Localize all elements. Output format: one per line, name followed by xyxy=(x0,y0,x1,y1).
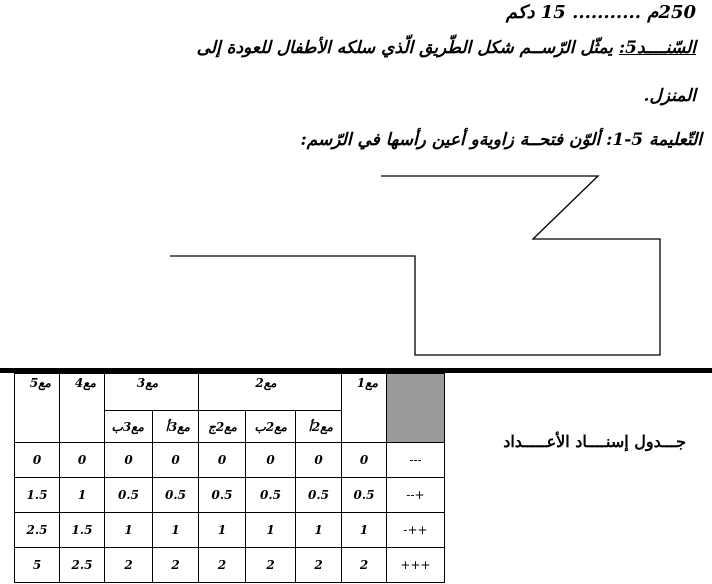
score-cell: 0 xyxy=(60,443,105,478)
score-cell: 5 xyxy=(15,548,60,583)
table-row xyxy=(15,513,445,548)
score-cell: 1 xyxy=(60,478,105,513)
score-table xyxy=(14,373,445,583)
score-cell: 2.5 xyxy=(15,513,60,548)
score-cell: 0 xyxy=(296,443,342,478)
subheader-crit2b: مع2ب xyxy=(246,411,296,443)
level-cell: --+ xyxy=(387,478,445,513)
score-cell: 0 xyxy=(15,443,60,478)
level-cell: +++ xyxy=(387,548,445,583)
sanad-line xyxy=(197,38,696,58)
header-crit1: مع1 xyxy=(342,374,387,443)
header-corner-cell xyxy=(387,374,445,443)
score-cell: 0 xyxy=(105,443,153,478)
score-cell: 0.5 xyxy=(246,478,296,513)
distance-line: 250م ........... 15 دكم xyxy=(505,2,696,23)
score-cell: 1.5 xyxy=(15,478,60,513)
score-cell: 1 xyxy=(246,513,296,548)
score-cell: 2 xyxy=(105,548,153,583)
subheader-crit2a: مع2أ xyxy=(296,411,342,443)
header-crit5: مع5 xyxy=(15,374,60,443)
score-cell: 2 xyxy=(296,548,342,583)
score-cell: 1 xyxy=(105,513,153,548)
score-cell: 0 xyxy=(342,443,387,478)
header-crit3: مع3 xyxy=(105,374,199,411)
score-cell: 2.5 xyxy=(60,548,105,583)
score-cell: 1 xyxy=(199,513,246,548)
table-row xyxy=(15,548,445,583)
level-cell: --- xyxy=(387,443,445,478)
score-cell: 1 xyxy=(153,513,199,548)
talima-label: التّعليمة 5-1: xyxy=(606,130,702,150)
subheader-crit3a: مع3أ xyxy=(153,411,199,443)
score-cell: 0.5 xyxy=(199,478,246,513)
table-caption: جـــدول إسنــــاد الأعـــــداد xyxy=(503,432,686,451)
score-cell: 0 xyxy=(246,443,296,478)
path-drawing xyxy=(0,160,712,365)
score-cell: 0.5 xyxy=(296,478,342,513)
score-cell: 0 xyxy=(199,443,246,478)
score-cell: 2 xyxy=(246,548,296,583)
score-cell: 1 xyxy=(342,513,387,548)
talima-body: ألوّن فتحــة زاويةو أعين رأسها في الرّسم: xyxy=(300,130,607,150)
score-cell: 1.5 xyxy=(60,513,105,548)
path-polyline xyxy=(170,176,660,355)
table-row xyxy=(15,478,445,513)
score-cell: 2 xyxy=(153,548,199,583)
subheader-crit3b: مع3ب xyxy=(105,411,153,443)
score-cell: 1 xyxy=(296,513,342,548)
sanad-label: السّنــــد5: xyxy=(618,38,696,58)
score-cell: 2 xyxy=(342,548,387,583)
score-cell: 0.5 xyxy=(342,478,387,513)
header-crit2: مع2 xyxy=(199,374,342,411)
sanad-body: يمثّل الرّســم شكل الطّريق الّذي سلكه الأطفال للعودة إلى xyxy=(196,38,619,58)
talima-line xyxy=(300,130,702,150)
score-cell: 0.5 xyxy=(153,478,199,513)
header-crit4: مع4 xyxy=(60,374,105,443)
table-row xyxy=(15,443,445,478)
sanad-continuation: المنزل. xyxy=(643,86,696,106)
score-cell: 2 xyxy=(199,548,246,583)
subheader-crit2c: مع2ج xyxy=(199,411,246,443)
score-cell: 0 xyxy=(153,443,199,478)
level-cell: -++ xyxy=(387,513,445,548)
score-cell: 0.5 xyxy=(105,478,153,513)
